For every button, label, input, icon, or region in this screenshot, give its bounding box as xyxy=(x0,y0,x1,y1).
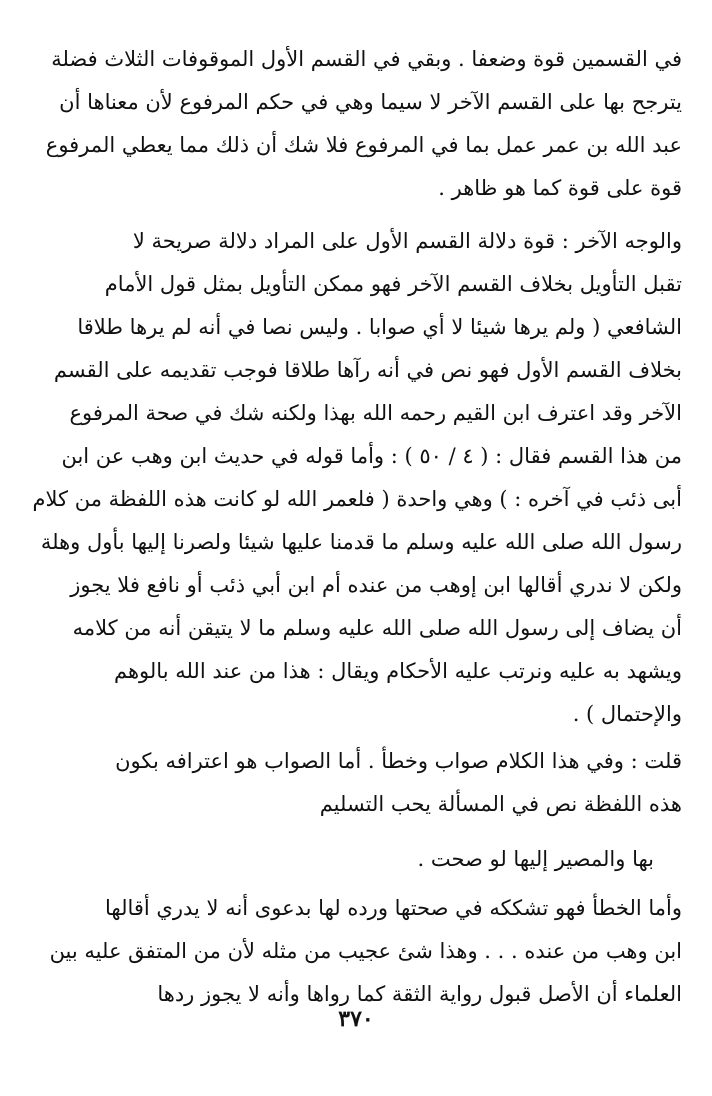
text-line: بها والمصير إليها لو صحت . xyxy=(417,847,654,871)
text-line: ولكن لا ندري أقالها ابن إوهب من عنده أم ابن أبي ذئب أو نافع فلا يجوز xyxy=(70,573,682,597)
text-line: قلت : وفي هذا الكلام صواب وخطأ . أما الصواب هو اعترافه بكون xyxy=(115,749,682,773)
text-line: العلماء أن الأصل قبول رواية الثقة كما رواها وأنه لا يجوز ردها xyxy=(157,982,682,1006)
text-line: الشافعي ( ولم يرها شيئا لا أي صوابا . وليس نصا في أنه لم يرها طلاقا xyxy=(77,315,682,339)
text-line: الآخر وقد اعترف ابن القيم رحمه الله بهذا ولكنه شك في صحة المرفوع xyxy=(69,401,682,425)
page-number: ٣٧٠ xyxy=(338,1006,374,1032)
text-line: من هذا القسم فقال : ( ٤ / ٥٠ ) : وأما قوله في حديث ابن وهب عن ابن xyxy=(61,444,682,468)
text-line: عبد الله بن عمر عمل بما في المرفوع فلا شك أن ذلك مما يعطي المرفوع xyxy=(45,133,682,157)
text-line: أبى ذئب في آخره : ) وهي واحدة ( فلعمر الله لو كانت هذه اللفظة من كلام xyxy=(32,487,682,511)
text-line: ويشهد به عليه ونرتب عليه الأحكام ويقال : هذا من عند الله بالوهم xyxy=(114,659,682,683)
text-line: رسول الله صلى الله عليه وسلم ما قدمنا عليها شيئا ولصرنا إليها بأول وهلة xyxy=(40,530,682,554)
paragraph-4 xyxy=(30,838,682,881)
text-line: يترجح بها على القسم الآخر لا سيما وهي في حكم المرفوع لأن معناها أن xyxy=(59,90,682,114)
text-line: ابن وهب من عنده . . . وهذا شئ عجيب من مثله لأن من المتفق عليه بين xyxy=(49,939,682,963)
text-line: والوجه الآخر : قوة دلالة القسم الأول على المراد دلالة صريحة لا xyxy=(132,229,682,253)
text-line: وأما الخطأ فهو تشككه في صحتها ورده لها بدعوى أنه لا يدري أقالها xyxy=(105,896,682,920)
paragraph-1 xyxy=(30,38,682,210)
text-line: في القسمين قوة وضعفا . وبقي في القسم الأول الموقوفات الثلاث فضلة xyxy=(51,47,682,71)
text-line: أن يضاف إلى رسول الله صلى الله عليه وسلم ما لا يتيقن أنه من كلامه xyxy=(72,616,682,640)
text-line: والإحتمال ) . xyxy=(572,702,682,726)
text-line: هذه اللفظة نص في المسألة يحب التسليم xyxy=(319,792,682,816)
text-line: تقبل التأويل بخلاف القسم الآخر فهو ممكن التأويل بمثل قول الأمام xyxy=(104,272,682,296)
text-line: بخلاف القسم الأول فهو نص في أنه رآها طلاقا فوجب تقديمه على القسم xyxy=(53,358,682,382)
paragraph-3 xyxy=(30,740,682,826)
paragraph-2 xyxy=(30,220,682,736)
text-line: قوة على قوة كما هو ظاهر . xyxy=(438,176,682,200)
paragraph-5 xyxy=(30,887,682,1016)
